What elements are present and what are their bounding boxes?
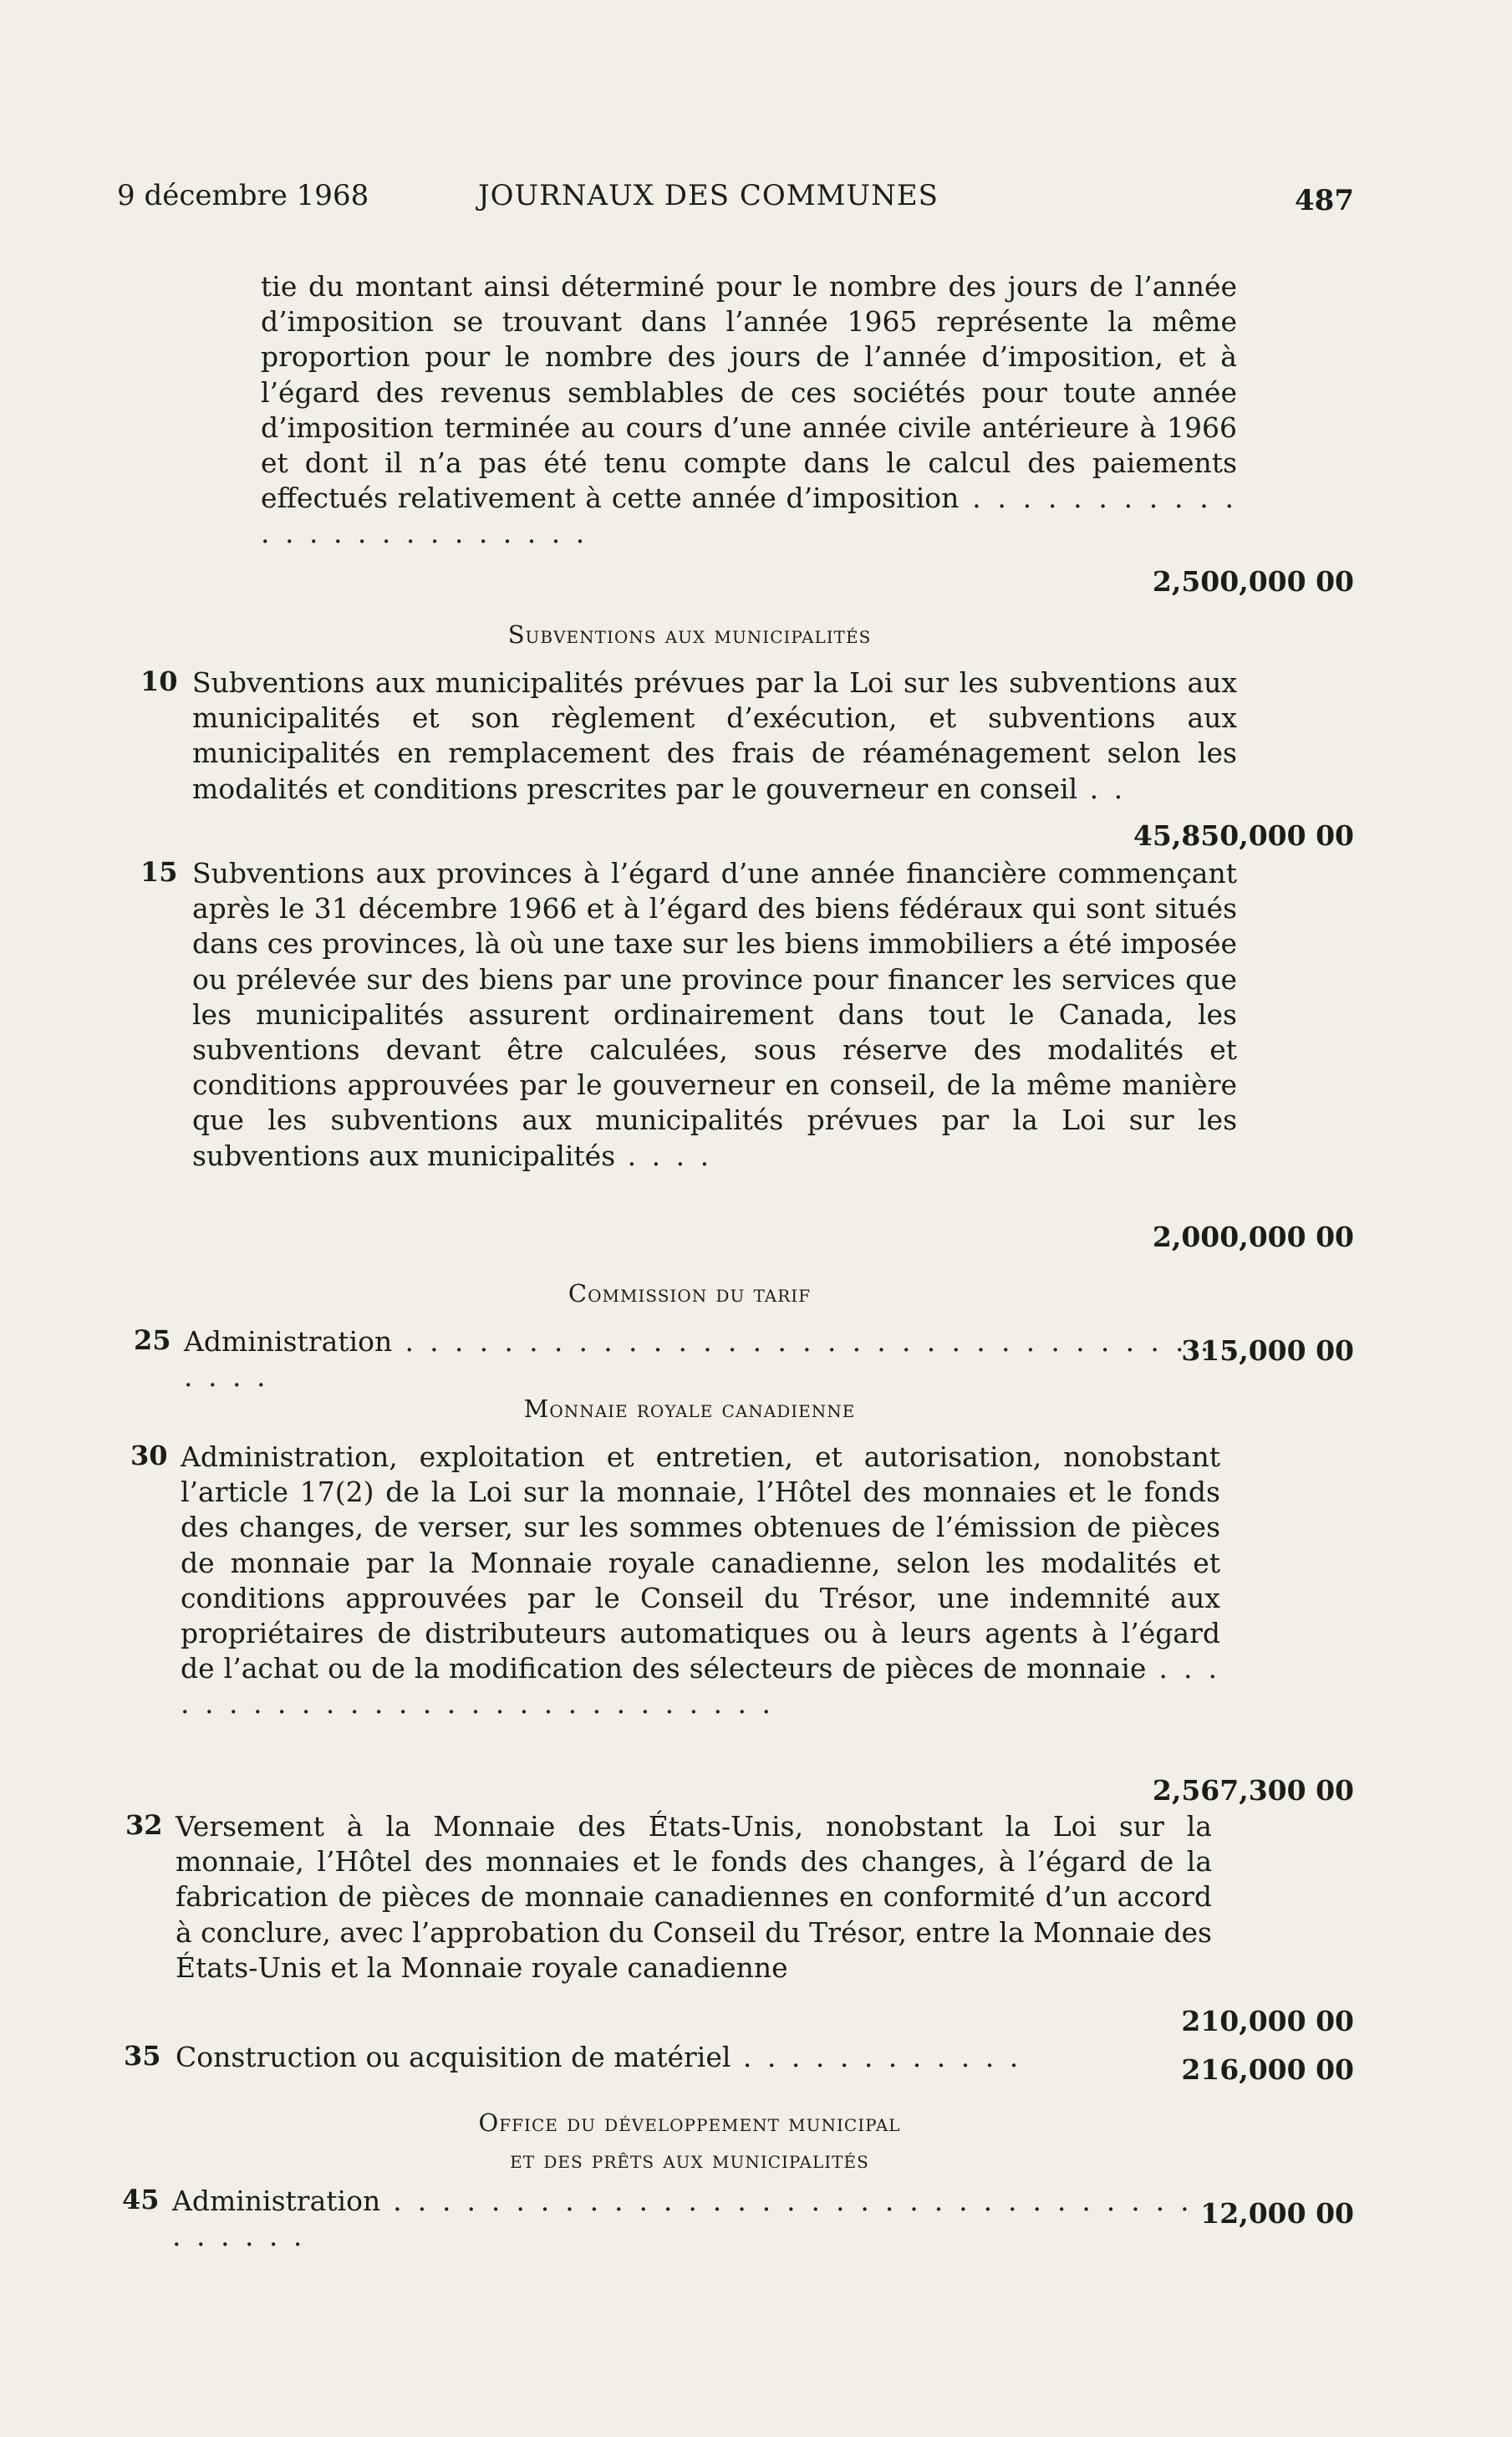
item-35-amount: 216,000 00 <box>1181 2053 1354 2086</box>
item-15-amount: 2,000,000 00 <box>1152 1221 1354 1253</box>
section-heading-office-line2: et des prêts aux municipalités <box>510 2145 869 2174</box>
item-32-amount: 210,000 00 <box>1181 2005 1354 2037</box>
item-10-paragraph: Subventions aux municipalités prévues par la Loi sur les subventions aux municipalités et son règlement d’exécution, et subventions aux municipalités en remplacement des frais de réaménagement selon les modalités et conditions prescrites par le gouverneur en conseil . . <box>192 666 1237 805</box>
item-32-paragraph <box>176 1809 1212 1986</box>
section-heading-municipalites: Subventions aux municipalités <box>507 620 872 649</box>
item-45-amount: 12,000 00 <box>1200 2197 1354 2230</box>
item-25-amount: 315,000 00 <box>1181 1334 1354 1367</box>
item-25-text: Administration <box>184 1325 393 1358</box>
item-15-paragraph: Subventions aux provinces à l’égard d’une année financière commençant après le 31 décembre 1966 et à l’égard des biens fédéraux qui sont situés dans ces provinces, là où une taxe sur les biens immobiliers a été imposée ou prélevée sur des biens par une province pour financer les services que les municipalités assurent ordinairement dans tout le Canada, les subventions devant être calculées, sous réserve des modalités et conditions approuvées par le gouverneur en conseil, de la même manière que les subventions aux municipalités prévues par la Loi sur les subventions aux municipalités . . . . <box>192 857 1237 1172</box>
section-heading-tarif: Commission du tarif <box>568 1279 812 1308</box>
item-45-text: Administration <box>172 2185 381 2217</box>
item-30-text: Administration, exploitation et entretien, et autorisation, nonobstant l’article 17(2) de la Loi sur la monnaie, l’Hôtel des monnaies et le fonds des changes, de verser, sur les sommes obtenues de l’émission de pièces de monnaie par la Monnaie royale canadienne, selon les modalités et conditions approuvées par le Conseil du Trésor, une indemnité aux propriétaires de distributeurs automatiques ou à leurs agents à l’égard de l’achat ou de la modification des sélecteurs de pièces de monnaie <box>181 1440 1220 1685</box>
item-15-text: Subventions aux provinces à l’égard d’une année financière commençant après le 31 décembre 1966 et à l’égard des biens fédéraux qui sont situés dans ces provinces, là où une taxe sur les biens immobiliers a été imposée ou prélevée sur des biens par une province pour financer les services que les municipalités assurent ordinairement dans tout le Canada, les subventions devant être calculées, sous réserve des modalités et conditions approuvées par le gouverneur en conseil, de la même manière que les subventions aux municipalités prévues par la Loi sur les subventions aux municipalités <box>192 857 1237 1172</box>
item-number-25: 25 <box>134 1324 171 1356</box>
item-25-paragraph: Administration . . . . . . . . . . . . . . . . . . . . . . . . . . . . . . . . . . . . . . <box>184 1325 1237 1394</box>
item-number-15: 15 <box>140 856 178 888</box>
item-number-32: 32 <box>125 1809 163 1841</box>
section-heading-office-line1: Office du développement municipal <box>478 2108 901 2137</box>
item-number-45: 45 <box>122 2184 160 2215</box>
item-10-text: Subventions aux municipalités prévues par la Loi sur les subventions aux municipalités et son règlement d’exécution, et subventions aux municipalités en remplacement des frais de réaménagement selon les modalités et conditions prescrites par le gouverneur en conseil <box>192 666 1237 805</box>
page-number: 487 <box>1295 184 1354 217</box>
item-45-paragraph: Administration . . . . . . . . . . . . . . . . . . . . . . . . . . . . . . . . . . . . . . . . <box>172 2185 1217 2253</box>
item-32-text: Versement à la Monnaie des États-Unis, nonobstant la Loi sur la monnaie, l’Hôtel des monnaies et le fonds des changes, à l’égard de la fabrication de pièces de monnaie canadiennes en conformité d’un accord à conclure, avec l’approbation du Conseil du Trésor, entre la Monnaie des États-Unis et la Monnaie royale canadienne <box>176 1810 1212 1984</box>
content-column <box>117 0 1354 2437</box>
item-30-paragraph: Administration, exploitation et entretien, et autorisation, nonobstant l’article 17(2) de la Loi sur la monnaie, l’Hôtel des monnaies et le fonds des changes, de verser, sur les sommes obtenues de l’émission de pièces de monnaie par la Monnaie royale canadienne, selon les modalités et conditions approuvées par le Conseil du Trésor, une indemnité aux propriétaires de distributeurs automatiques ou à leurs agents à l’égard de l’achat ou de la modification des sélecteurs de pièces de monnaie . . . . . . . . . . . . . . . . . . . . . . . . . . . . <box>181 1440 1220 1721</box>
item-number-10: 10 <box>140 665 178 697</box>
item-10-amount: 45,850,000 00 <box>1133 819 1354 852</box>
section-heading-monnaie: Monnaie royale canadienne <box>523 1394 856 1423</box>
header-title: JOURNAUX DES COMMUNES <box>478 179 939 212</box>
header-date: 9 décembre 1968 <box>117 179 369 212</box>
item-30-amount: 2,567,300 00 <box>1152 1774 1354 1807</box>
item-number-35: 35 <box>124 2040 161 2072</box>
item-35-paragraph: Construction ou acquisition de matériel . . . . . . . . . . . . <box>176 2041 1022 2073</box>
item-number-30: 30 <box>130 1440 168 1471</box>
intro-amount: 2,500,000 00 <box>1152 565 1354 598</box>
intro-paragraph: tie du montant ainsi déterminé pour le nombre des jours de l’année d’imposition se trouvant dans l’année 1965 représente la même proportion pour le nombre des jours de l’année d’imposition, et à l’égard des revenus semblables de ces sociétés pour toute année d’imposition terminée au cours d’une année civile antérieure à 1966 et dont il n’a pas été tenu compte dans le calcul des paiements effectués relativement à cette année d’imposition . . . . . . . . . . . . . . . . . . . . . . . . . <box>261 270 1237 550</box>
intro-text: tie du montant ainsi déterminé pour le nombre des jours de l’année d’imposition se trouvant dans l’année 1965 représente la même proportion pour le nombre des jours de l’année d’imposition, et à l’égard des revenus semblables de ces sociétés pour toute année d’imposition terminée au cours d’une année civile antérieure à 1966 et dont il n’a pas été tenu compte dans le calcul des paiements effectués relativement à cette année d’imposition <box>261 270 1237 515</box>
item-35-text: Construction ou acquisition de matériel <box>176 2041 731 2073</box>
